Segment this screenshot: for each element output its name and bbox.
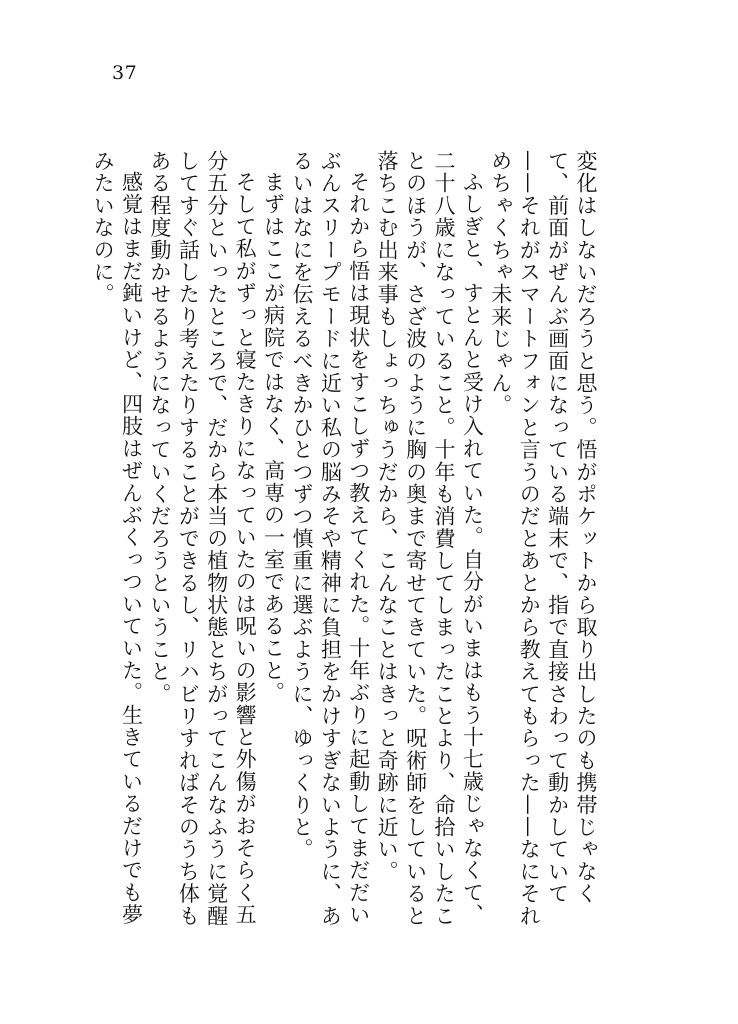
paragraph: 感覚はまだ鈍いけど、四肢はぜんぶくっついていた。生きているだけでも夢みたいなのに。 (91, 150, 144, 926)
paragraph: そして私がずっと寝たきりになっていたのは呪いの影響と外傷がおそらく五分五分といったところで、だから本当の植物状態とちがってこんなふうに覚醒してすぐ話したり考えたりすることができるし、リハビリすればそのうち体もある程度動かせるようになっていくだろうということ。 (147, 150, 258, 927)
paragraph: 変化はしないだろうと思う。悟がポケットから取り出したのも携帯じゃなくて、前面がぜんぶ画面になっている端末で、指で直接さわって動かしていて——それがスマートフォンと言うのだとあとから教えてもらった——なにそれめちゃくちゃ未来じゃん。 (488, 150, 598, 927)
vertical-text-body (89, 150, 600, 940)
page-number: 37 (112, 62, 138, 84)
paragraph: ふしぎと、すとんと受け入れていた。自分がいまはもう十七歳じゃなくて、二十八歳になっていること。十年も消費してしまったことより、命拾いしたことのほうが、さざ波のように胸の奥まで寄せてきていた。呪術師をしていると落ちこむ出来事もしょっちゅうだから、こんなことはきっと奇跡に近い。 (375, 150, 485, 927)
paragraph: それから悟は現状をすこしずつ教えてくれた。十年ぶりに起動してまだだいぶんスリープモードに近い私の脳みそや精神に負担をかけすぎないように、あるいはなにを伝えるべきかひとつずつ慎重に選ぶように、ゆっくりと。 (289, 150, 371, 927)
paragraph: まずはここが病院ではなく、高専の一室であること。 (261, 171, 286, 704)
